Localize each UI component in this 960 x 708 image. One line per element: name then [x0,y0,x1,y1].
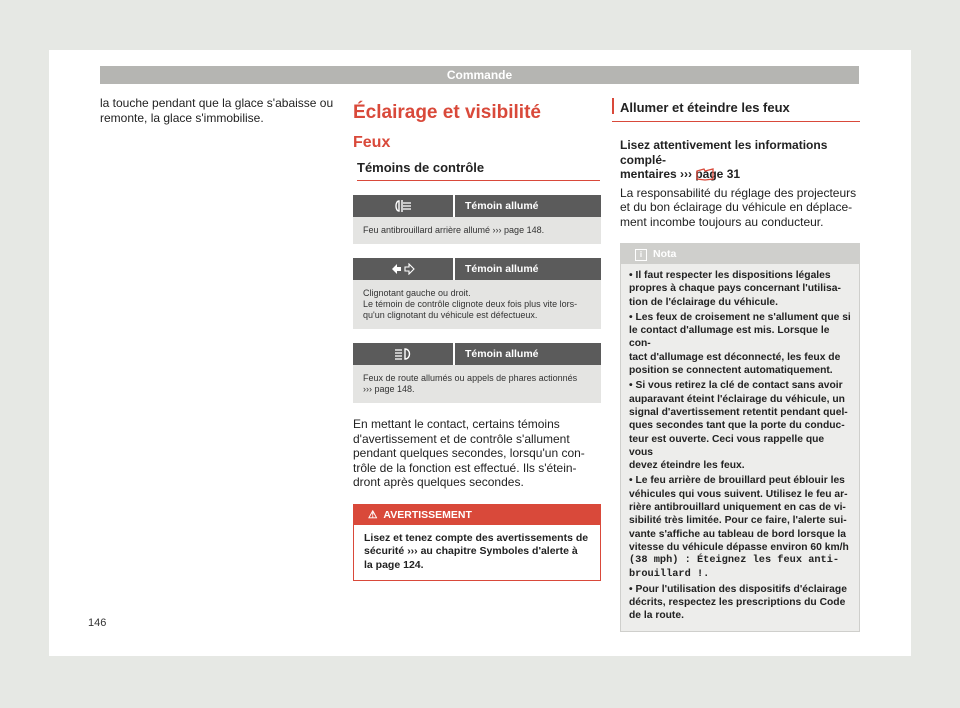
body-paragraph [353,417,601,490]
body-paragraph [620,186,860,230]
paragraph-line: et du bon éclairage du véhicule en déplace- [620,200,853,214]
table-cell-text: Feu antibrouillard arrière allumé ››› page 148. [363,225,545,235]
turn-signal-icon [353,258,455,280]
warning-line: sécurité ››› au chapitre Symboles d'alerte à [364,545,578,557]
table-header-label: Témoin allumé [465,263,539,275]
column-2 [353,96,601,581]
table-cell-text: ››› page 148. [363,384,415,394]
note-box [620,243,860,632]
reference-line-link[interactable]: mentaires ››› page 31 [620,167,860,182]
warning-header [354,505,600,525]
table-cell-text: Le témoin de contrôle clignote deux fois plus vite lors- [363,299,578,309]
warning-line: la page 124. [364,558,424,571]
table-row-header [353,258,601,280]
paragraph-line: ment incombe toujours au conducteur. [620,214,824,229]
warning-body [354,525,600,581]
paragraph-line: d'avertissement et de contrôle s'allument [353,431,570,446]
indicator-table [353,195,601,403]
list-item: • Pour l'utilisation des dispositifs d'éclairage décrits, respectez les prescriptions du Code de la route. [629,583,847,622]
page-number: 146 [88,617,107,629]
section-subtitle: Feux [353,134,391,151]
table-cell-text: qu'un clignotant du véhicule est défectueux. [363,310,538,320]
high-beam-icon [353,343,455,365]
column-3 [612,96,860,632]
warning-triangle-icon: ⚠ [368,508,378,521]
warning-box [353,504,601,582]
section-title: Éclairage et visibilité [353,102,541,123]
list-item: • Les feux de croisement ne s'allument que si le contact d'allumage est mis. Lorsque le con- tact d'allumage est déconnecté, les feux de position se connectent automatiquement. [629,311,851,377]
list-item: • Le feu arrière de brouillard peut éblouir les véhicules qui vous suivent. Utilisez le feu ar- rière antibrouillard uniquement en cas de vi- sibilité très limitée. Pour ce faire, l'alerte sui- vante s'affiche au tableau de bord lorsque la vitesse du véhicule dépasse environ 60 km/h (38 mph) : Éteignez les feux anti- brouillard !. [629,475,849,580]
table-row-header [353,343,601,365]
info-icon: i [635,249,647,261]
note-title: Nota [653,248,677,260]
paragraph-line: En mettant le contact, certains témoins [353,417,560,431]
reference-paragraph [620,138,860,182]
paragraph-line: trôle de la fonction est effectué. Ils s'étein- [353,460,577,475]
section-heading-wrap [612,96,860,122]
table-header-label: Témoin allumé [465,200,539,212]
table-row-body [353,217,601,244]
list-item: • Il faut respecter les dispositions légales propres à chaque pays concernant l'utilisa- tion de l'éclairage du véhicule. [629,270,841,308]
note-header [621,244,859,264]
table-header-label: Témoin allumé [465,348,539,360]
paragraph-line: La responsabilité du réglage des projecteurs [620,185,857,200]
table-row-body [353,365,601,403]
table-cell-text: Clignotant gauche ou droit. [363,288,471,298]
reference-line: Lisez attentivement les informations complé- [620,138,828,167]
book-icon [696,168,714,185]
chapter-header: Commande [100,66,859,84]
subsection-title: Témoins de contrôle [357,160,600,181]
paragraph-line: dront après quelques secondes. [353,475,524,489]
section-heading: Allumer et éteindre les feux [612,96,860,122]
paragraph-line: pendant quelques secondes, lorsqu'un con- [353,446,585,460]
warning-line: Lisez et tenez compte des avertissements de [364,531,589,544]
table-cell-text: Feux de route allumés ou appels de phares actionnés [363,373,578,383]
list-item: • Si vous retirez la clé de contact sans avoir auparavant éteint l'éclairage du véhicule, un signal d'avertissement retentit pendant quel- ques secondes tant que la porte du conduc- teur est ouverte. Ceci vous rappelle que vous devez éteindre les feux. [629,380,848,472]
table-row-header [353,195,601,217]
column-1 [100,96,340,125]
rear-fog-light-icon [353,195,455,217]
continued-text: la touche pendant que la glace s'abaisse ou remonte, la glace s'immobilise. [100,96,334,125]
note-body [621,264,859,631]
warning-title: AVERTISSEMENT [383,508,472,521]
table-row-body [353,280,601,329]
